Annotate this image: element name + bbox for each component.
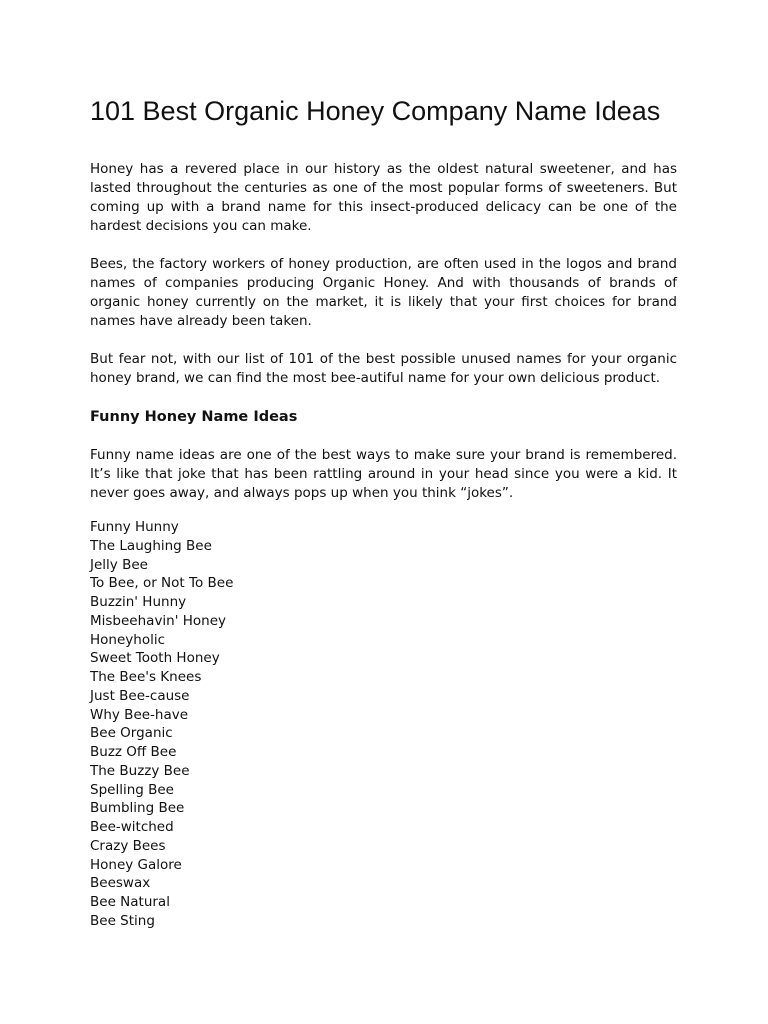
list-item: Misbeehavin' Honey xyxy=(90,612,227,629)
list-item: Sweet Tooth Honey xyxy=(90,650,220,667)
list-item: Buzz Off Bee xyxy=(90,744,177,760)
list-item: Beeswax xyxy=(90,875,151,892)
intro-paragraph-1: Honey has a revered place in our history as the oldest natural sweetener, and has lasted throughout the centuries as one of the most popular forms of sweeteners. But coming up with a brand name for this insect-produced delicacy can be one of the hardest decisions you can make. xyxy=(90,161,677,234)
list-item: Spelling Bee xyxy=(90,781,174,798)
list-item: Jelly Bee xyxy=(90,556,148,573)
document-page xyxy=(90,92,677,931)
list-item: To Bee, or Not To Bee xyxy=(90,575,234,592)
list-item: Just Bee-cause xyxy=(90,687,190,704)
intro-paragraph-3: But fear not, with our list of 101 of the best possible unused names for your organic honey brand, we can find the most bee-autiful name for your own delicious product. xyxy=(90,351,677,386)
list-item: Bee Organic xyxy=(90,725,173,742)
list-item: Bee Sting xyxy=(90,912,155,929)
list-item: The Laughing Bee xyxy=(90,537,212,554)
list-item: Funny Hunny xyxy=(90,519,179,535)
list-item: Buzzin' Hunny xyxy=(90,594,187,610)
document-title: 101 Best Organic Honey Company Name Ideas xyxy=(90,96,661,126)
list-item: The Buzzy Bee xyxy=(90,762,190,779)
list-item: Crazy Bees xyxy=(90,837,166,854)
name-list xyxy=(90,518,677,931)
list-item: Bee-witched xyxy=(90,819,174,835)
list-item: Bumbling Bee xyxy=(90,800,185,817)
intro-paragraph-2: Bees, the factory workers of honey production, are often used in the logos and brand names of companies producing Organic Honey. And with thousands of brands of organic honey currently on the market, it is likely that your first choices for brand names have already been taken. xyxy=(90,256,677,329)
list-item: Why Bee-have xyxy=(90,706,189,723)
list-item: Honey Galore xyxy=(90,856,182,873)
list-item: Bee Natural xyxy=(90,894,170,910)
list-item: Honeyholic xyxy=(90,631,166,648)
list-item: The Bee's Knees xyxy=(90,669,202,685)
section-heading: Funny Honey Name Ideas xyxy=(90,409,298,425)
section-intro-paragraph: Funny name ideas are one of the best ways to make sure your brand is remembered. It’s like that joke that has been rattling around in your head since you were a kid. It never goes away, and always pops up when you think “jokes”. xyxy=(90,447,677,501)
